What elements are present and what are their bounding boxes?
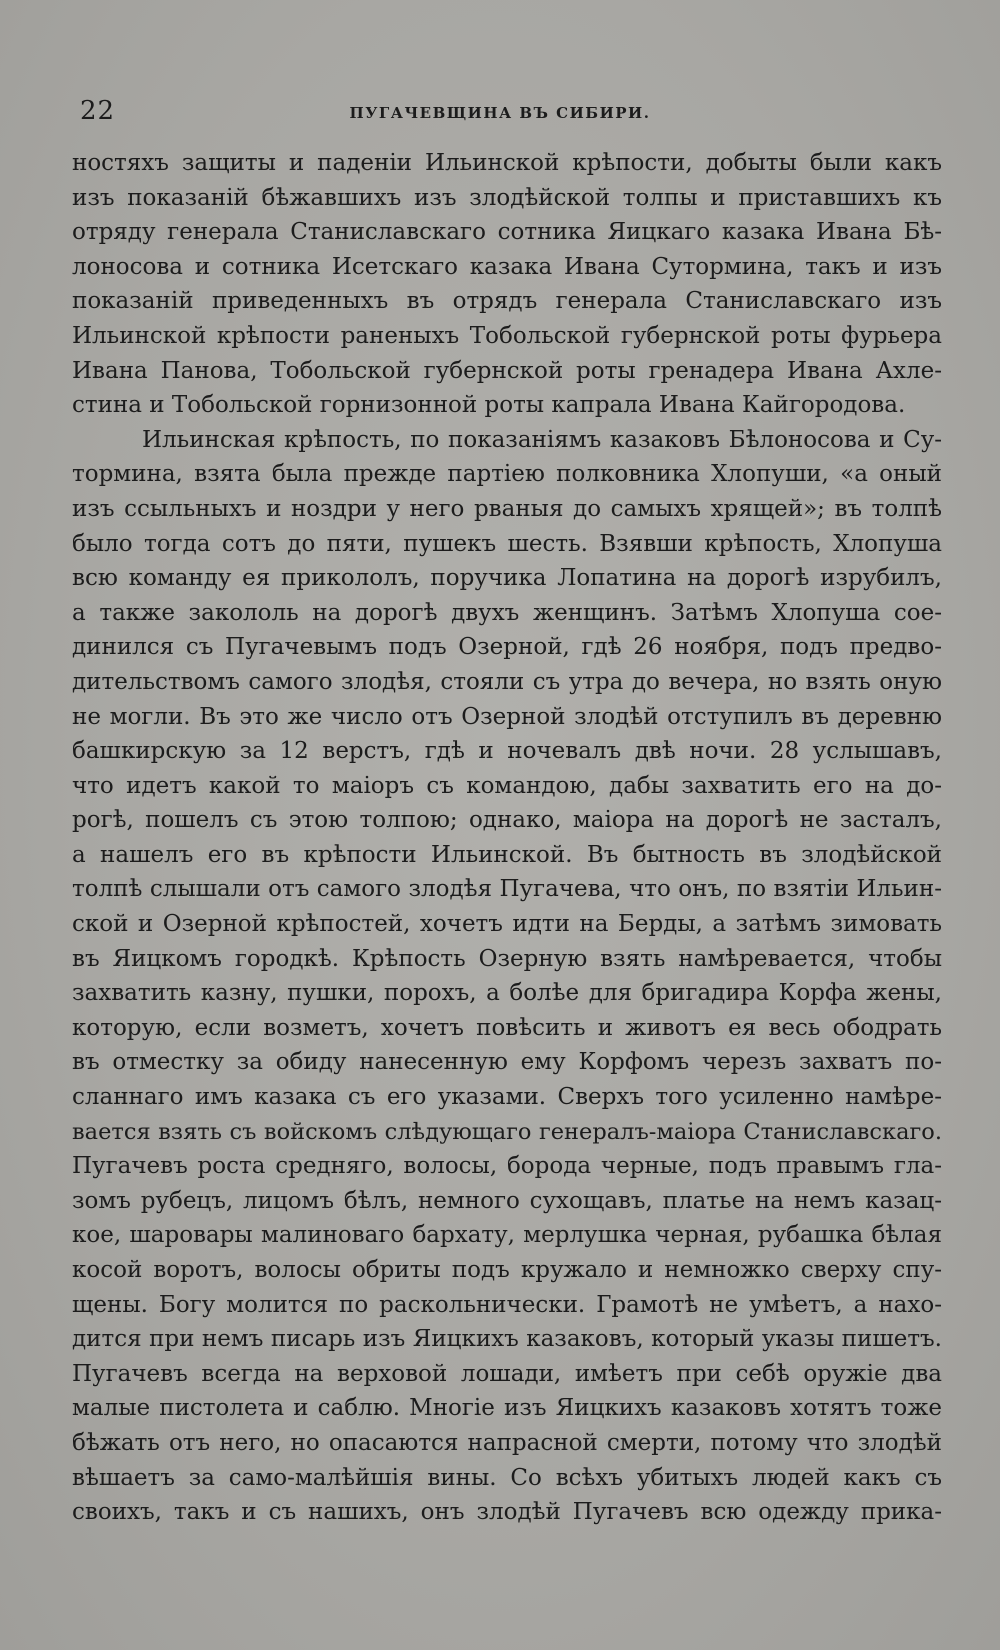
text-line: дительствомъ самого злодѣя, стояли съ утра до вечера, но взять оную — [72, 668, 942, 695]
text-line: было тогда сотъ до пяти, пушекъ шесть. Взявши крѣпость, Хлопуша — [72, 530, 942, 557]
text-line: бѣжать отъ него, но опасаются напрасной смерти, потому что злодѣй — [72, 1429, 942, 1456]
text-line: своихъ, такъ и съ нашихъ, онъ злодѣй Пугачевъ всю одежду прика- — [72, 1499, 942, 1526]
text-line: Ильинской крѣпости раненыхъ Тобольской губернской роты фурьера — [72, 322, 942, 349]
text-line: лоносова и сотника Исетскаго казака Ивана Сутормина, такъ и изъ — [72, 253, 942, 280]
text-line: изъ ссыльныхъ и ноздри у него рваныя до самыхъ хрящей»; въ толпѣ — [72, 495, 942, 522]
text-line: въ Яицкомъ городкѣ. Крѣпость Озерную взять намѣревается, чтобы — [72, 945, 942, 972]
text-line: дится при немъ писарь изъ Яицкихъ казаковъ, который указы пишетъ. — [72, 1326, 942, 1353]
text-line: а также закололь на дорогѣ двухъ женщинъ. Затѣмъ Хлопуша сое- — [72, 599, 942, 626]
text-line: рогѣ, пошелъ съ этою толпою; однако, маіора на дорогѣ не засталъ, — [72, 807, 942, 834]
text-line: малые пистолета и саблю. Многіе изъ Яицкихъ казаковъ хотятъ тоже — [72, 1395, 942, 1422]
text-line: Ивана Панова, Тобольской губернской роты гренадера Ивана Ахле- — [72, 357, 942, 384]
text-line: а нашелъ его въ крѣпости Ильинской. Въ бытность въ злодѣйской — [72, 841, 942, 868]
text-line: толпѣ слышали отъ самого злодѣя Пугачева, что онъ, по взятіи Ильин- — [72, 876, 942, 903]
page-number: 22 — [80, 96, 116, 126]
text-line: башкирскую за 12 верстъ, гдѣ и ночевалъ двѣ ночи. 28 услышавъ, — [72, 738, 942, 765]
text-line: которую, если возметъ, хочетъ повѣсить и животъ ея весь ободрать — [72, 1014, 942, 1041]
text-line: тормина, взята была прежде партіею полковника Хлопуши, «а оный — [72, 461, 942, 488]
text-line: въ отместку за обиду нанесенную ему Корфомъ черезъ захватъ по- — [72, 1049, 942, 1076]
text-line: сланнаго имъ казака съ его указами. Сверхъ того усиленно намѣре- — [72, 1084, 942, 1111]
text-line: зомъ рубецъ, лицомъ бѣлъ, немного сухощавъ, платье на немъ казац- — [72, 1187, 942, 1214]
text-line: косой воротъ, волосы обриты подъ кружало и немножко сверху спу- — [72, 1257, 942, 1283]
text-line: вается взять съ войскомъ слѣдующаго генералъ-маіора Станиславскаго. — [72, 1118, 942, 1145]
text-line: ской и Озерной крѣпостей, хочетъ идти на Берды, а затѣмъ зимовать — [72, 911, 942, 938]
text-line: вѣшаетъ за само-малѣйшія вины. Со всѣхъ убитыхъ людей какъ съ — [72, 1464, 942, 1491]
text-line: изъ показаній бѣжавшихъ изъ злодѣйской толпы и приставшихъ къ — [72, 184, 942, 211]
text-line: не могли. Въ это же число отъ Озерной злодѣй отступилъ въ деревню — [72, 703, 942, 730]
text-line: стина и Тобольской горнизонной роты капрала Ивана Кайгородова. — [72, 392, 906, 419]
text-line: захватить казну, пушки, порохъ, а болѣе для бригадира Корфа жены, — [72, 980, 942, 1007]
text-line: отряду генерала Станиславскаго сотника Яицкаго казака Ивана Бѣ- — [72, 219, 942, 246]
paragraph-start-line: Ильинская крѣпость, по показаніямъ казаковъ Бѣлоносова и Су- — [142, 426, 942, 453]
body-text — [72, 146, 942, 1530]
text-line: кое, шаровары малиноваго бархату, мерлушка черная, рубашка бѣлая — [72, 1222, 942, 1249]
text-line: всю команду ея прикололъ, поручика Лопатина на дорогѣ изрубилъ, — [72, 565, 942, 592]
text-line: Пугачевъ роста средняго, волосы, борода черные, подъ правымъ гла- — [72, 1153, 942, 1180]
text-line: ностяхъ защиты и паденіи Ильинской крѣпости, добыты были какъ — [72, 150, 942, 176]
text-line: динился съ Пугачевымъ подъ Озерной, гдѣ 26 ноября, подъ предво- — [72, 634, 942, 661]
text-line: показаній приведенныхъ въ отрядъ генерала Станиславскаго изъ — [72, 288, 942, 315]
text-line: щены. Богу молится по раскольнически. Грамотѣ не умѣетъ, а нахо- — [72, 1291, 942, 1318]
text-line: Пугачевъ всегда на верховой лошади, имѣетъ при себѣ оружіе два — [72, 1360, 942, 1387]
text-line: что идетъ какой то маіоръ съ командою, дабы захватить его на до- — [72, 772, 942, 799]
running-title: ПУГАЧЕВЩИНА ВЪ СИБИРИ. — [349, 104, 651, 122]
